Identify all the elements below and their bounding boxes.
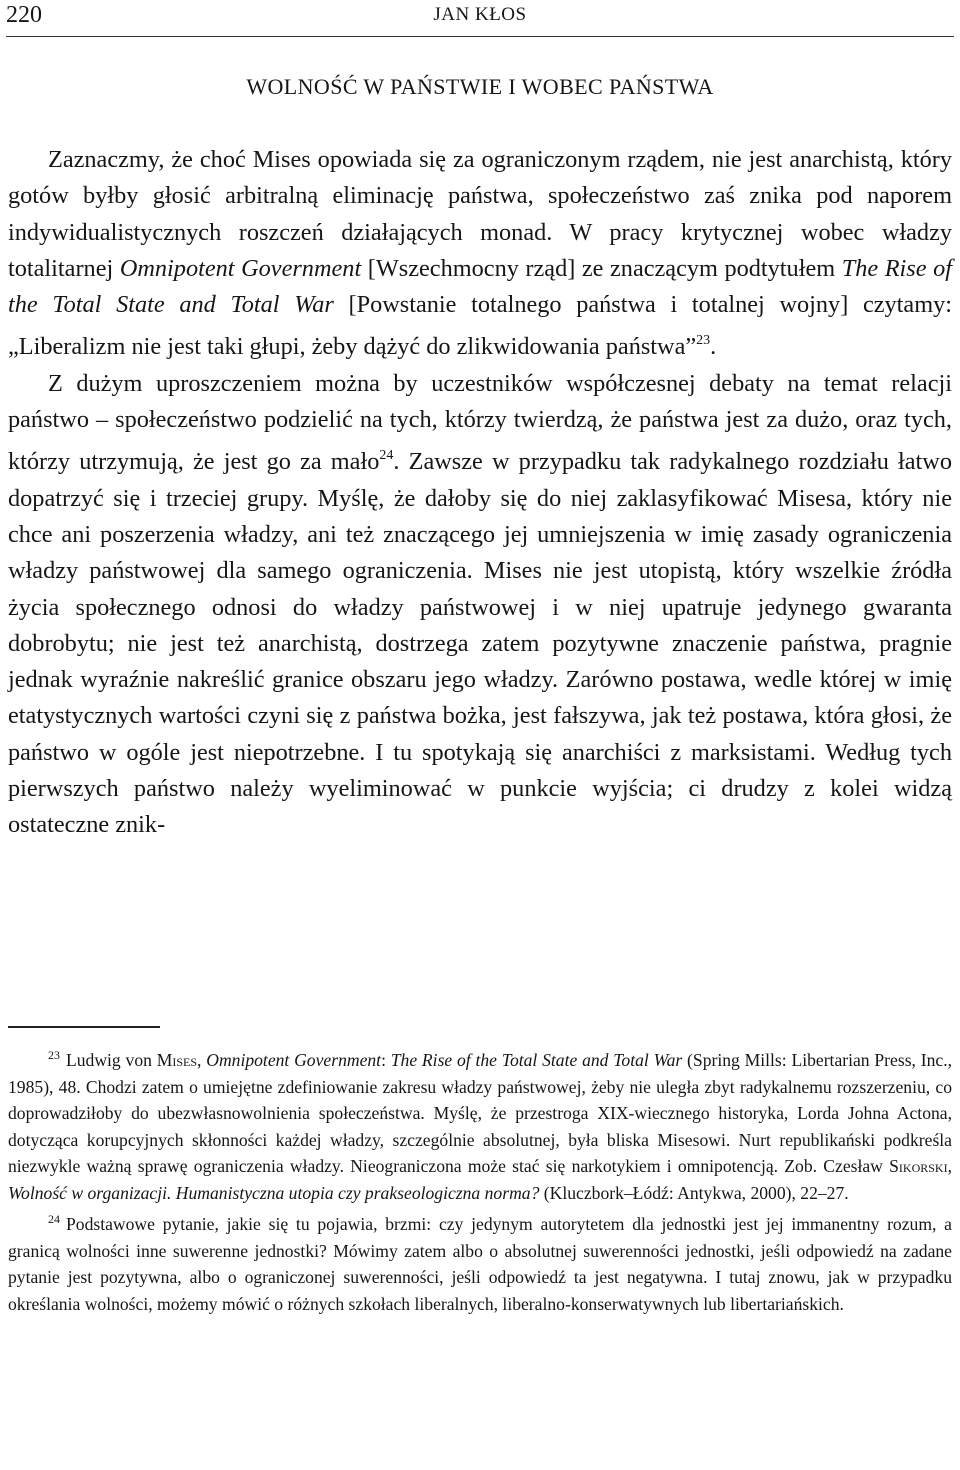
text-run: Ludwig von [66, 1050, 157, 1070]
header-rule [6, 36, 954, 37]
text-run: , [197, 1050, 207, 1070]
text-run: (Spring Mills: Libertarian Press, Inc., 1985), 48. Chodzi zatem o umiejętne zdefiniowanie zakresu władzy państwowej, żeby nie uległa zbyt radykalnemu rozszerzeniu, co doprowadziłoby do ubezwłasnowolnienia społeczeństwa. Myślę, że przestroga XIX-wiecznego historyka, Lorda Johna Actona, dotycząca korupcyjnych skłonności każdej władzy, szczególnie absolutnej, była bliska Misesowi. Nurt republikański podkreśla niezwykle ważną sprawę ograniczenia władzy. Nieograniczona może stać się narkotykiem i omnipotencją. Zob. Czesław [8, 1050, 952, 1176]
book-title-italic: Omnipotent Government [206, 1050, 382, 1070]
author-name: Sikorski [889, 1156, 948, 1176]
book-title-italic: Omnipotent Government [119, 254, 362, 282]
text-run: , [947, 1156, 952, 1176]
text-run: (Kluczbork–Łódź: Antykwa, 2000), 22–27. [539, 1182, 849, 1203]
subtitle-italic: The Rise of the Total State and Total War [390, 1050, 683, 1070]
text-run: Z dużym uproszczeniem można by uczestników współczesnej debaty na temat relacji państwo – społeczeństwo podzielić na tych, którzy twierdzą, że państwa jest za dużo, oraz tych, którzy utrzymują, że jest go za mało [8, 369, 952, 476]
footnote-24 [8, 1206, 952, 1317]
running-head-author: JAN KŁOS [433, 4, 527, 25]
footnote-ref-24[interactable]: 24 [379, 448, 394, 464]
text-run: Podstawowe pytanie, jakie się tu pojawia, brzmi: czy jedynym autorytetem dla jednostki jest jej immanentny rozum, a granicą wolności inne suwerenne jednostki? Mówimy zatem albo o absolutnej suwerenności jednostki, jeśli odpowiedź na zadane pytanie jest pozytywna, albo o ograniczonej suwerenności, jeśli odpowiedź ta jest negatywna. I tutaj znowu, jak w przypadku określania wolności, możemy mówić o różnych szkołach liberalnych, liberalno-konserwatywnych lub libertariańskich. [8, 1214, 952, 1314]
author-name: Mises [156, 1050, 198, 1070]
paragraph-1 [8, 142, 952, 366]
book-title-italic: Wolność w organizacji. Humanistyczna utopia czy prakseologiczna norma? [8, 1182, 540, 1203]
footnote-23 [8, 1042, 952, 1206]
footnote-ref-23[interactable]: 23 [696, 333, 711, 349]
section-title: WOLNOŚĆ W PAŃSTWIE I WOBEC PAŃSTWA [246, 74, 714, 99]
paragraph-2 [8, 366, 952, 844]
footnote-separator [8, 1026, 160, 1028]
text-run: [Powstanie totalnego państwa i totalnej wojny] czytamy: „Liberalizm nie jest taki głupi, żeby dążyć do zlikwidowania państwa” [8, 291, 952, 361]
footnote-number: 23 [48, 1048, 60, 1062]
footnote-number: 24 [48, 1212, 60, 1226]
footnotes [8, 1042, 952, 1317]
page-number: 220 [6, 2, 42, 28]
subtitle-italic: The Rise of the Total State and Total War [8, 254, 952, 319]
text-run: . Zawsze w przypadku tak radykalnego rozdziału łatwo dopatrzyć się i trzeciej grupy. Myślę, że dałoby się do niej zaklasyfikować Misesa, który nie chce ani poszerzenia władzy, ani też znaczącego jej umniejszenia w imię zasady ograniczenia władzy państwowej dla samego ograniczenia. Mises nie jest utopistą, który wszelkie źródła życia społecznego odnosi do władzy państwowej i w niej upatruje jedynego gwaranta dobrobytu; nie jest też anarchistą, dostrzega zatem pozytywne znaczenie państwa, pragnie jednak wyraźnie nakreślić granice obszaru jego władzy. Zarówno postawa, wedle której w imię etatystycznych wartości czyni się z państwa bożka, jest fałszywa, jak też postawa, która głosi, że państwo w ogóle jest niepotrzebne. I tu spotykają się anarchiści z marksistami. Według tych pierwszych państwo należy wyeliminować w punkcie wyjścia; ci drudzy z kolei widzą ostateczne znik- [8, 448, 952, 839]
page-header [0, 0, 960, 38]
text-run: [Wszechmocny rząd] ze znaczącym podtytułem [361, 254, 842, 282]
body-text [8, 142, 952, 844]
text-run: . [710, 333, 717, 361]
text-run: Zaznaczmy, że choć Mises opowiada się za ograniczonym rządem, nie jest anarchistą, który gotów byłby głosić arbitralną eliminację państwa, społeczeństwo zaś znika pod naporem indywidualistycznych roszczeń działających monad. W pracy krytycznej wobec władzy totalitarnej [8, 146, 952, 282]
text-run: : [381, 1050, 391, 1070]
